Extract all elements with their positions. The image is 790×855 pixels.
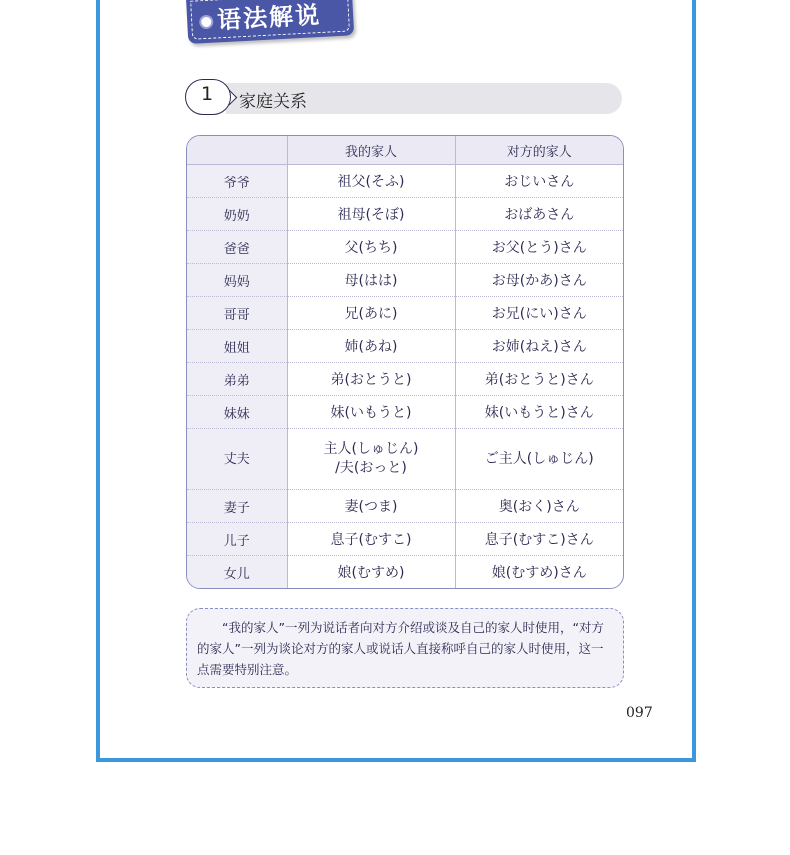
theirs-cell: 娘(むすめ)さん — [491, 565, 587, 582]
theirs-cell: 弟(おとうと)さん — [455, 363, 623, 396]
theirs-cell: お母(かあ)さん — [455, 264, 623, 297]
theirs-cell: 奥(おく)さん — [455, 490, 623, 523]
theirs-cell: 妹(いもうと)さん — [455, 396, 623, 429]
tag-title: 语法解说 — [216, 0, 322, 35]
table-row — [187, 556, 623, 588]
theirs-cell: ご主人(しゅじん) — [455, 429, 623, 490]
table-row — [187, 264, 623, 297]
table-row — [187, 490, 623, 523]
theirs-cell: おじいさん — [455, 165, 623, 198]
relation-cell: 妹妹 — [187, 396, 287, 429]
note-box — [186, 608, 624, 688]
relation-cell: 奶奶 — [187, 198, 287, 231]
mine-cell: 妻(つま) — [287, 490, 455, 523]
theirs-cell: お兄(にい)さん — [455, 297, 623, 330]
mine-cell: 祖母(そぼ) — [287, 198, 455, 231]
mine-cell-line: /夫(おっと) — [335, 460, 407, 477]
table-row — [187, 396, 623, 429]
mine-cell-line: 主人(しゅじん) — [323, 441, 419, 458]
mine-cell: 兄(あに) — [287, 297, 455, 330]
relation-cell: 弟弟 — [187, 363, 287, 396]
column-header-relation — [187, 136, 287, 165]
note-text: “我的家人”一列为说话者向对方介绍或谈及自己的家人时使用，“对方的家人”一列为谈论对方的家人或说话人直接称呼自己的家人时使用，这一点需要特别注意。 — [197, 620, 604, 677]
table-row — [187, 198, 623, 231]
mine-cell: 弟(おとうと) — [287, 363, 455, 396]
family-terms-table — [186, 135, 624, 589]
mine-cell: 息子(むすこ) — [287, 523, 455, 556]
table-row — [187, 429, 623, 490]
relation-cell: 妈妈 — [187, 264, 287, 297]
section-title: 家庭关系 — [239, 92, 307, 112]
mine-cell: 母(はは) — [287, 264, 455, 297]
relation-cell: 姐姐 — [187, 330, 287, 363]
relation-cell: 女儿 — [187, 556, 287, 588]
relation-cell: 爸爸 — [187, 231, 287, 264]
mine-cell: 姉(あね) — [287, 330, 455, 363]
mine-cell: 娘(むすめ) — [287, 556, 455, 588]
relation-cell: 哥哥 — [187, 297, 287, 330]
mine-cell: 父(ちち) — [287, 231, 455, 264]
section-number: 1 — [200, 83, 214, 105]
theirs-cell: おばあさん — [455, 198, 623, 231]
theirs-cell: 息子(むすこ)さん — [455, 523, 623, 556]
mine-cell — [287, 429, 455, 490]
table-row — [187, 165, 623, 198]
table-row — [187, 297, 623, 330]
mine-cell: 妹(いもうと) — [287, 396, 455, 429]
table-row — [187, 330, 623, 363]
table-row — [187, 363, 623, 396]
table-header-row — [187, 136, 623, 165]
table-row — [187, 523, 623, 556]
relation-cell: 爷爷 — [187, 165, 287, 198]
theirs-cell: お父(とう)さん — [455, 231, 623, 264]
table-row — [187, 231, 623, 264]
column-header-theirs: 对方的家人 — [455, 136, 623, 165]
mine-cell: 祖父(そふ) — [287, 165, 455, 198]
page-number: 097 — [626, 705, 653, 721]
relation-cell: 妻子 — [187, 490, 287, 523]
relation-cell: 丈夫 — [187, 429, 287, 490]
column-header-mine: 我的家人 — [287, 136, 455, 165]
relation-cell: 儿子 — [187, 523, 287, 556]
theirs-cell: お姉(ねえ)さん — [455, 330, 623, 363]
